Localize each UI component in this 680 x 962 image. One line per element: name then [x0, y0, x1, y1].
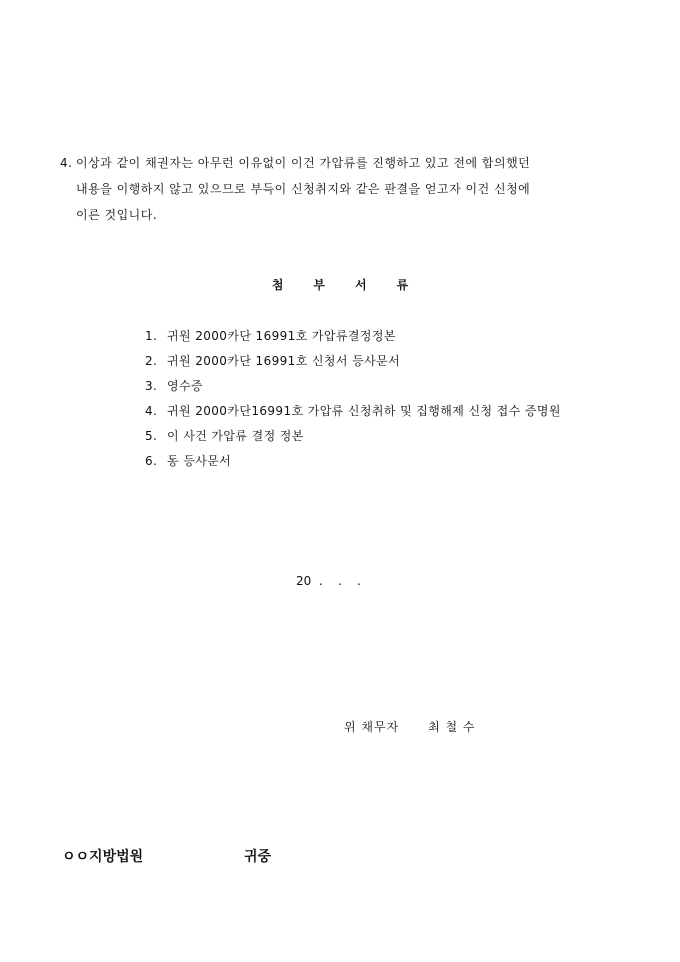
attachments-list: [145, 324, 561, 474]
item-text: 귀원 2000카단16991호 가압류 신청취하 및 집행해제 신청 접수 증명원: [167, 404, 561, 418]
list-item: [145, 349, 561, 374]
list-item: [145, 374, 561, 399]
paragraph-line-2: 내용을 이행하지 않고 있으므로 부득이 신청취지와 같은 판결을 얻고자 이건 신청에: [76, 182, 531, 196]
item-number: 5.: [145, 429, 158, 443]
item-text: 이 사건 가압류 결정 정본: [167, 429, 304, 443]
item-number: 3.: [145, 379, 158, 393]
item-text: 귀원 2000카단 16991호 가압류결정정본: [167, 329, 396, 343]
paragraph-number: 4.: [60, 156, 73, 170]
signature-line: [344, 718, 475, 735]
item-number: 6.: [145, 454, 158, 468]
list-item: [145, 424, 561, 449]
signer-role: 위 채무자: [344, 720, 400, 734]
body-paragraph: [60, 150, 630, 228]
list-item: [145, 449, 561, 474]
list-item: [145, 399, 561, 424]
item-text: 동 등사문서: [167, 454, 232, 468]
addressee-suffix: 귀중: [244, 849, 272, 865]
item-number: 2.: [145, 354, 158, 368]
paragraph-line-1: 이상과 같이 채권자는 아무런 이유없이 이건 가압류를 진행하고 있고 전에 합의했던: [76, 156, 531, 170]
item-number: 1.: [145, 329, 158, 343]
item-text: 귀원 2000카단 16991호 신청서 등사문서: [167, 354, 401, 368]
item-text: 영수증: [167, 379, 203, 393]
paragraph-line-3: 이른 것입니다.: [76, 208, 158, 222]
signer-name: 최 철 수: [428, 720, 476, 734]
document-date: 20 . . .: [296, 574, 361, 588]
attachments-heading: 첨부서류: [271, 278, 439, 292]
court-name: ㅇㅇ지방법원: [62, 849, 144, 865]
list-item: [145, 324, 561, 349]
item-number: 4.: [145, 404, 158, 418]
